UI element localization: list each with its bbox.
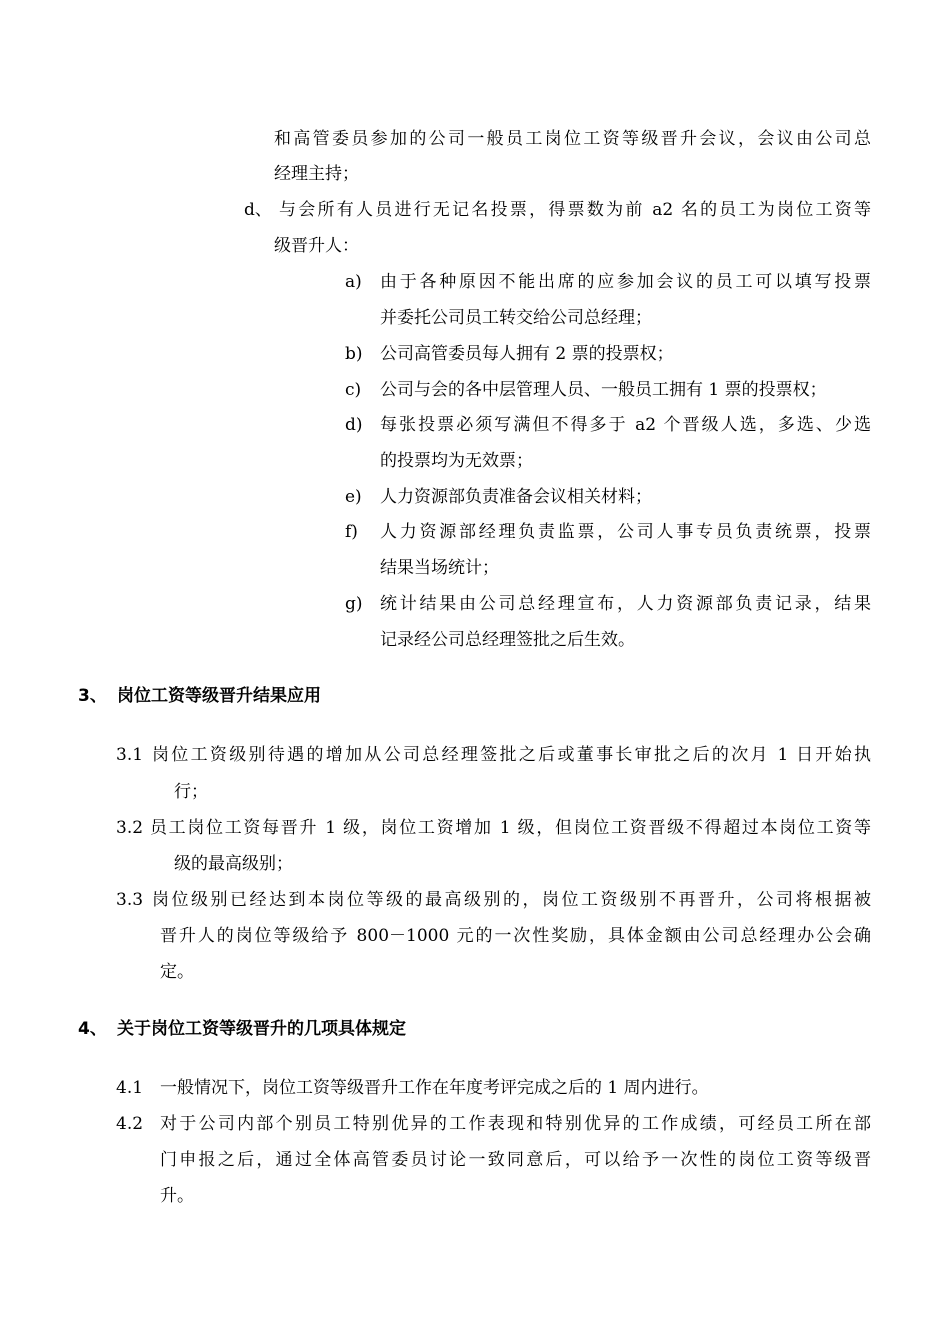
clause-text: 级的最高级别； — [174, 854, 293, 874]
clause-number: 3.2 — [116, 818, 144, 838]
list-marker: e) — [345, 487, 362, 507]
list-item-text: 人力资源部负责准备会议相关材料； — [380, 487, 652, 507]
clause-number: 3.1 — [116, 745, 144, 765]
section-number: 4、 — [78, 1019, 107, 1039]
list-marker: d) — [345, 415, 363, 435]
clause-number: 4.2 — [116, 1114, 144, 1134]
paragraph-line: 级晋升人： — [274, 236, 359, 256]
list-item-text: 结果当场统计； — [380, 558, 499, 578]
list-item-text: 并委托公司员工转交给公司总经理； — [380, 308, 652, 328]
paragraph-line: 和高管委员参加的公司一般员工岗位工资等级晋升会议，会议由公司总 — [274, 129, 871, 149]
clause-number: 4.1 — [116, 1078, 144, 1098]
clause-text: 升。 — [160, 1186, 194, 1206]
paragraph-line: 与会所有人员进行无记名投票，得票数为前 a2 名的员工为岗位工资等 — [279, 200, 871, 220]
list-item-text: 每张投票必须写满但不得多于 a2 个晋级人选，多选、少选 — [380, 415, 871, 435]
clause-text: 定。 — [160, 962, 194, 982]
list-item-text: 公司与会的各中层管理人员、一般员工拥有 1 票的投票权； — [380, 380, 827, 400]
list-item-text: 的投票均为无效票； — [380, 451, 533, 471]
clause-text: 岗位工资级别待遇的增加从公司总经理签批之后或董事长审批之后的次月 1 日开始执 — [152, 745, 871, 765]
section-number: 3、 — [78, 686, 107, 706]
clause-text: 晋升人的岗位等级给予 800－1000 元的一次性奖励，具体金额由公司总经理办公会确 — [160, 926, 871, 946]
section-heading: 关于岗位工资等级晋升的几项具体规定 — [117, 1019, 406, 1039]
clause-text: 对于公司内部个别员工特别优异的工作表现和特别优异的工作成绩，可经员工所在部 — [160, 1114, 871, 1134]
list-item-text: 公司高管委员每人拥有 2 票的投票权； — [380, 344, 674, 364]
section-heading: 岗位工资等级晋升结果应用 — [117, 686, 321, 706]
list-marker: b) — [345, 344, 363, 364]
clause-text: 行； — [174, 782, 208, 802]
clause-text: 一般情况下，岗位工资等级晋升工作在年度考评完成之后的 1 周内进行。 — [160, 1078, 709, 1098]
list-item-text: 统计结果由公司总经理宣布，人力资源部负责记录，结果 — [380, 594, 871, 614]
list-marker: g) — [345, 594, 363, 614]
list-marker: d、 — [244, 200, 272, 220]
clause-text: 员工岗位工资每晋升 1 级，岗位工资增加 1 级，但岗位工资晋级不得超过本岗位工资等 — [150, 818, 871, 838]
paragraph-line: 经理主持； — [274, 164, 359, 184]
list-marker: a) — [345, 272, 362, 292]
list-item-text: 人力资源部经理负责监票，公司人事专员负责统票，投票 — [380, 522, 871, 542]
list-item-text: 由于各种原因不能出席的应参加会议的员工可以填写投票 — [380, 272, 871, 292]
list-item-text: 记录经公司总经理签批之后生效。 — [380, 630, 635, 650]
clause-text: 门申报之后，通过全体高管委员讨论一致同意后，可以给予一次性的岗位工资等级晋 — [160, 1150, 871, 1170]
list-marker: f) — [345, 522, 358, 542]
list-marker: c) — [345, 380, 362, 400]
clause-number: 3.3 — [116, 890, 144, 910]
clause-text: 岗位级别已经达到本岗位等级的最高级别的，岗位工资级别不再晋升，公司将根据被 — [152, 890, 871, 910]
